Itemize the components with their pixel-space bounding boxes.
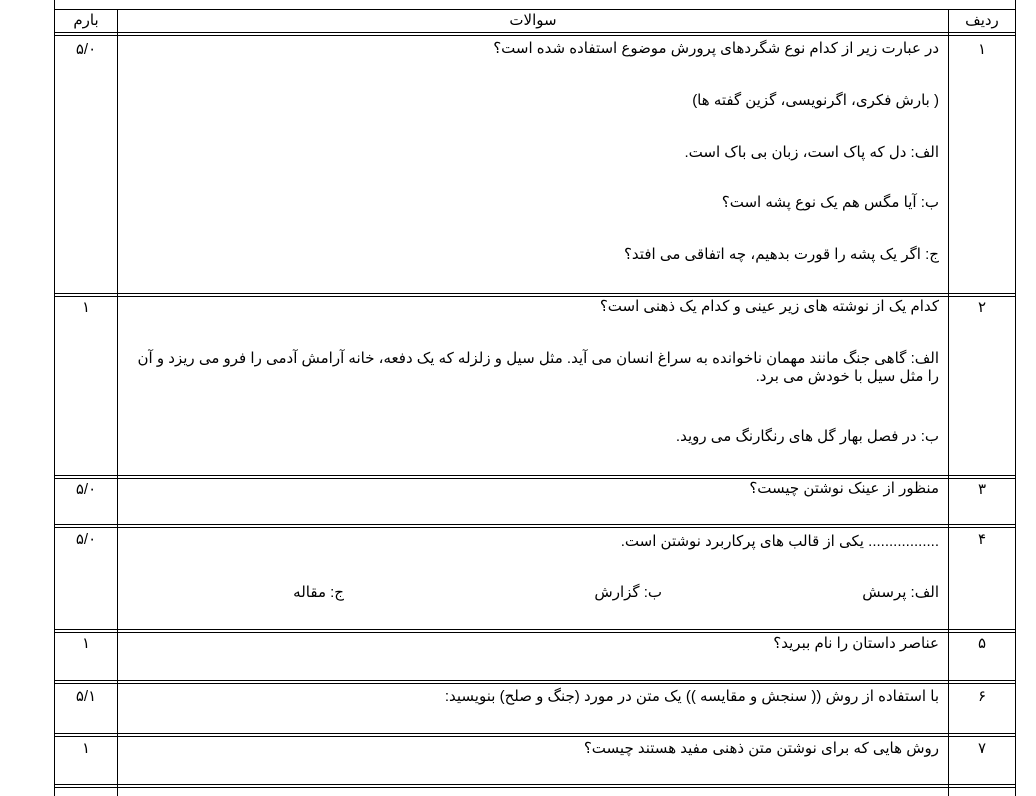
question-text: در عبارت زیر از کدام نوع شگردهای پرورش موضوع استفاده شده است؟	[493, 40, 939, 57]
table-right-border	[1015, 0, 1016, 796]
option-a: الف: پرسش	[862, 584, 939, 601]
question-line: ب: در فصل بهار گل های رنگارنگ می روید.	[675, 428, 939, 445]
row-divider-inner	[54, 296, 1016, 297]
row-divider	[54, 475, 1016, 476]
question-text: عناصر داستان را نام ببرید؟	[773, 635, 939, 652]
row-divider	[54, 524, 1016, 525]
row-number: ۲	[977, 299, 987, 316]
question-text: با استفاده از روش (( سنجش و مقایسه )) یک متن در مورد (جنگ و صلح) بنویسید:	[444, 688, 939, 705]
table-left-border	[54, 0, 55, 796]
row-divider-inner	[54, 787, 1016, 788]
row-score: ۵/۰	[75, 41, 97, 58]
row-score: ۵/۰	[75, 531, 97, 548]
header-score: بارم	[73, 12, 99, 29]
question-text: منظور از عینک نوشتن چیست؟	[749, 480, 939, 497]
header-row: ردیف	[965, 12, 999, 29]
question-text: ................. یکی از قالب های پرکاربرد نوشتن است.	[620, 533, 939, 550]
question-line: الف: دل که پاک است، زبان بی باک است.	[684, 144, 939, 161]
row-divider-inner	[54, 632, 1016, 633]
row-divider-inner	[54, 683, 1016, 684]
row-column-border	[948, 9, 949, 796]
question-line: ب: آیا مگس هم یک نوع پشه است؟	[721, 194, 939, 211]
row-number: ۳	[977, 481, 987, 498]
row-score: ۱	[81, 635, 91, 652]
question-line: الف: گاهی جنگ مانند مهمان ناخوانده به سراغ انسان می آید. مثل سیل و زلزله که یک دفعه، خانه آرامش آدمی را فرو می ریزد و آن را مثل سیل با خودش می برد.	[137, 350, 939, 385]
score-column-border	[117, 9, 118, 796]
question-line: ج: اگر یک پشه را قورت بدهیم، چه اتفاقی می افتد؟	[623, 246, 939, 263]
row-number: ۴	[977, 531, 987, 548]
row-score: ۱	[81, 740, 91, 757]
row-divider-inner	[54, 35, 1016, 36]
table-top-border	[54, 9, 1016, 10]
row-score: ۱	[81, 299, 91, 316]
row-divider-inner	[54, 527, 1016, 528]
row-divider	[54, 733, 1016, 734]
row-number: ۶	[977, 688, 987, 705]
option-c: ج: مقاله	[293, 584, 344, 601]
row-score: ۵/۰	[75, 481, 97, 498]
row-divider-inner	[54, 736, 1016, 737]
row-divider	[54, 293, 1016, 294]
row-divider	[54, 784, 1016, 785]
row-divider	[54, 680, 1016, 681]
question-text: کدام یک از نوشته های زیر عینی و کدام یک ذهنی است؟	[599, 298, 939, 315]
question-text: روش هایی که برای نوشتن متن ذهنی مفید هستند چیست؟	[583, 740, 939, 757]
row-number: ۱	[977, 41, 987, 58]
row-number: ۵	[977, 635, 987, 652]
question-line: ( بارش فکری، اگرنویسی، گزین گفته ها)	[692, 92, 939, 109]
row-divider-inner	[54, 478, 1016, 479]
header-questions: سوالات	[509, 12, 557, 29]
row-score: ۵/۱	[75, 688, 97, 705]
header-bottom-border	[54, 32, 1016, 33]
row-divider	[54, 629, 1016, 630]
row-number: ۷	[977, 740, 987, 757]
option-b: ب: گزارش	[594, 584, 662, 601]
